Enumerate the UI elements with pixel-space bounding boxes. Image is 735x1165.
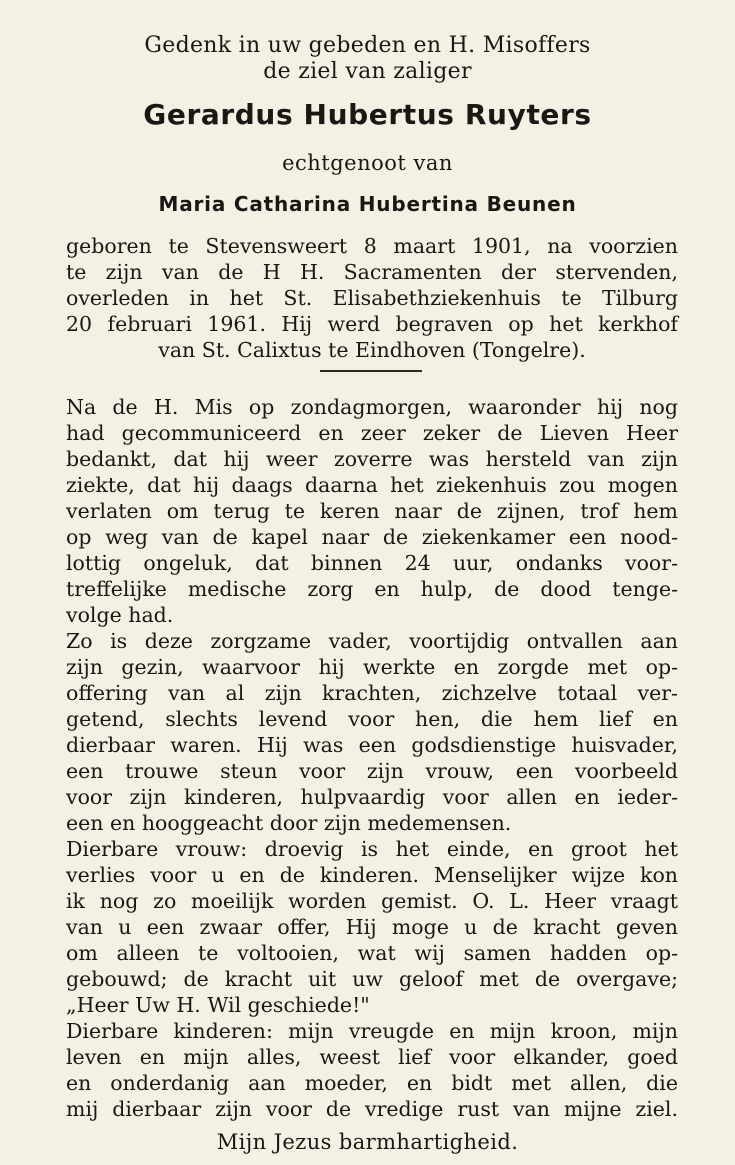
body-line: mij dierbaar zijn voor de vredige rust van mijne ziel. [66,1097,678,1121]
bio-line: te zijn van de H H. Sacramenten der stervenden, [66,260,678,284]
body-line: had gecommuniceerd en zeer zeker de Lieven Heer [66,421,678,445]
bio-line: van St. Calixtus te Eindhoven (Tongelre). [158,338,586,362]
body-line: verlies voor u en de kinderen. Menselijker wijze kon [66,863,678,887]
body-line: leven en mijn alles, weest lief voor elkander, goed [66,1045,678,1069]
body-line: om alleen te voltooien, wat wij samen hadden op- [66,941,678,965]
bio-line: geboren te Stevensweert 8 maart 1901, na voorzien [66,234,678,258]
body-line: getend, slechts levend voor hen, die hem lief en [66,707,678,731]
body-line: ik nog zo moeilijk worden gemist. O. L. Heer vraagt [66,889,678,913]
body-line: treffelijke medische zorg en hulp, de dood tenge- [66,577,678,601]
bio-line: overleden in het St. Elisabethziekenhuis te Tilburg [66,286,678,310]
body-line: van u een zwaar offer, Hij moge u de kracht geven [66,915,678,939]
body-line: een trouwe steun voor zijn vrouw, een voorbeeld [66,759,678,783]
intro-line-1: Gedenk in uw gebeden en H. Misoffers [144,33,591,58]
body-line: gebouwd; de kracht uit uw geloof met de overgave; [66,967,678,991]
closing-prayer: Mijn Jezus barmhartigheid. [216,1130,519,1154]
body-line: dierbaar waren. Hij was een godsdienstige huisvader, [66,733,678,757]
body-line: volge had. [66,603,174,627]
body-line: op weg van de kapel naar de ziekenkamer een nood- [66,525,678,549]
body-line: Dierbare vrouw: droevig is het einde, en groot het [66,837,678,861]
spouse-of-label: echtgenoot van [282,151,453,175]
body-line: lottig ongeluk, dat binnen 24 uur, ondanks voor- [66,551,678,575]
body-line: voor zijn kinderen, hulpvaardig voor allen en ieder- [66,785,678,809]
body-line: Na de H. Mis op zondagmorgen, waaronder hij nog [66,395,678,419]
deceased-name: Gerardus Hubertus Ruyters [143,98,592,131]
intro-line-2: de ziel van zaliger [263,59,472,84]
body-line: bedankt, dat hij weer zoverre was hersteld van zijn [66,447,678,471]
body-line: zijn gezin, waarvoor hij werkte en zorgde met op- [66,655,678,679]
body-line: een en hooggeacht door zijn medemensen. [66,811,512,835]
spouse-name: Maria Catharina Hubertina Beunen [158,192,577,216]
body-line: offering van al zijn krachten, zichzelve totaal ver- [66,681,678,705]
body-line: en onderdanig aan moeder, en bidt met allen, die [66,1071,678,1095]
body-line: verlaten om terug te keren naar de zijnen, trof hem [66,499,678,523]
divider [320,370,422,372]
body-line: „Heer Uw H. Wil geschiede!" [66,993,370,1017]
body-line: Dierbare kinderen: mijn vreugde en mijn kroon, mijn [66,1019,678,1043]
bio-line: 20 februari 1961. Hij werd begraven op het kerkhof [66,312,678,336]
body-line: Zo is deze zorgzame vader, voortijdig ontvallen aan [66,629,678,653]
body-line: ziekte, dat hij daags daarna het ziekenhuis zou mogen [66,473,678,497]
